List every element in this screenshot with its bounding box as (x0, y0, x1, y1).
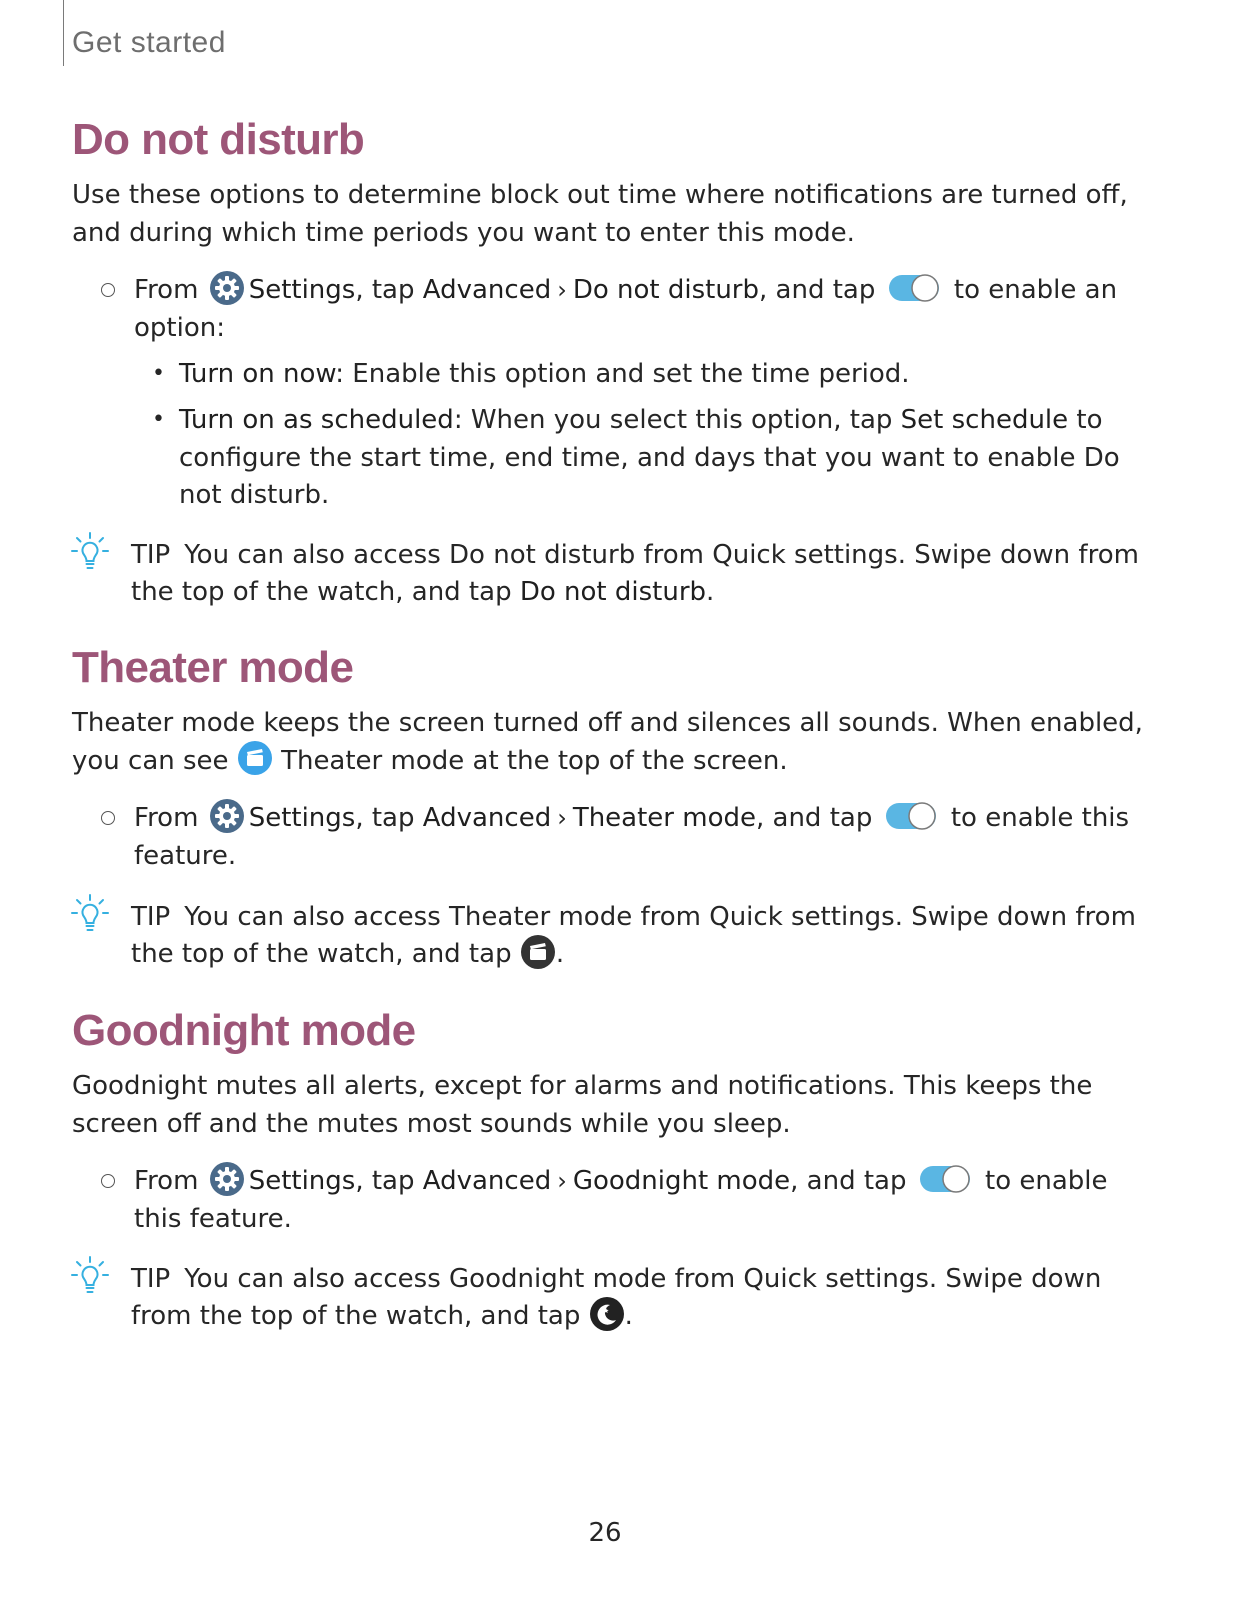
step-bullet (101, 283, 115, 297)
sub-bullet: • (152, 361, 165, 386)
step-bullet (101, 811, 115, 825)
option-turn-on-scheduled: Turn on as scheduled: When you select this option, tap Set schedule to configure the start time, end time, and days that you want to enable Do not disturb. (179, 405, 1120, 510)
page-number: 26 (588, 1518, 622, 1548)
goodnight-moon-icon (589, 1296, 625, 1332)
goodnight-title: Goodnight mode (72, 1006, 416, 1055)
dnd-title: Do not disturb (72, 115, 365, 164)
toggle-on-icon (885, 801, 937, 831)
toggle-on-icon (919, 1164, 971, 1194)
chevron-right-icon: › (557, 1167, 567, 1195)
theater-title: Theater mode (72, 643, 354, 692)
step-bullet (101, 1174, 115, 1188)
tip-bulb-icon (70, 531, 110, 573)
section-header: Get started (72, 26, 226, 59)
dnd-step: From Settings, tap Advanced › Do not disturb, and tap to enable an option: (134, 271, 1134, 347)
chevron-right-icon: › (557, 276, 567, 304)
sub-bullet: • (152, 407, 165, 432)
dnd-intro: Use these options to determine block out time where notifications are turned off, and during which time periods you want to enter this mode. (72, 180, 1128, 248)
goodnight-tip: TIP You can also access Goodnight mode from Quick settings. Swipe down from the top of the watch, and tap . (131, 1264, 1102, 1331)
dnd-tip: TIP You can also access Do not disturb from Quick settings. Swipe down from the top of the watch, and tap Do not disturb. (131, 540, 1139, 607)
goodnight-intro: Goodnight mutes all alerts, except for alarms and notifications. This keeps the screen off and the mutes most sounds while you sleep. (72, 1071, 1093, 1139)
settings-gear-icon (209, 1161, 245, 1197)
theater-tip: TIP You can also access Theater mode from Quick settings. Swipe down from the top of the watch, and tap . (131, 902, 1136, 969)
theater-quick-setting-icon (520, 934, 556, 970)
settings-gear-icon (209, 798, 245, 834)
goodnight-step: From Settings, tap Advanced › Goodnight mode, and tap to enable this feature. (134, 1162, 1134, 1238)
tip-bulb-icon (70, 893, 110, 935)
settings-gear-icon (209, 270, 245, 306)
chevron-right-icon: › (557, 804, 567, 832)
tip-bulb-icon (70, 1255, 110, 1297)
theater-step: From Settings, tap Advanced › Theater mode, and tap to enable this feature. (134, 799, 1134, 875)
header-rule (63, 0, 64, 66)
theater-mode-status-icon (237, 740, 273, 776)
toggle-on-icon (888, 273, 940, 303)
option-turn-on-now: Turn on now: Enable this option and set the time period. (179, 359, 910, 389)
theater-intro: Theater mode keeps the screen turned off and silences all sounds. When enabled, you can see Theater mode at the top of the screen. (72, 708, 1143, 776)
